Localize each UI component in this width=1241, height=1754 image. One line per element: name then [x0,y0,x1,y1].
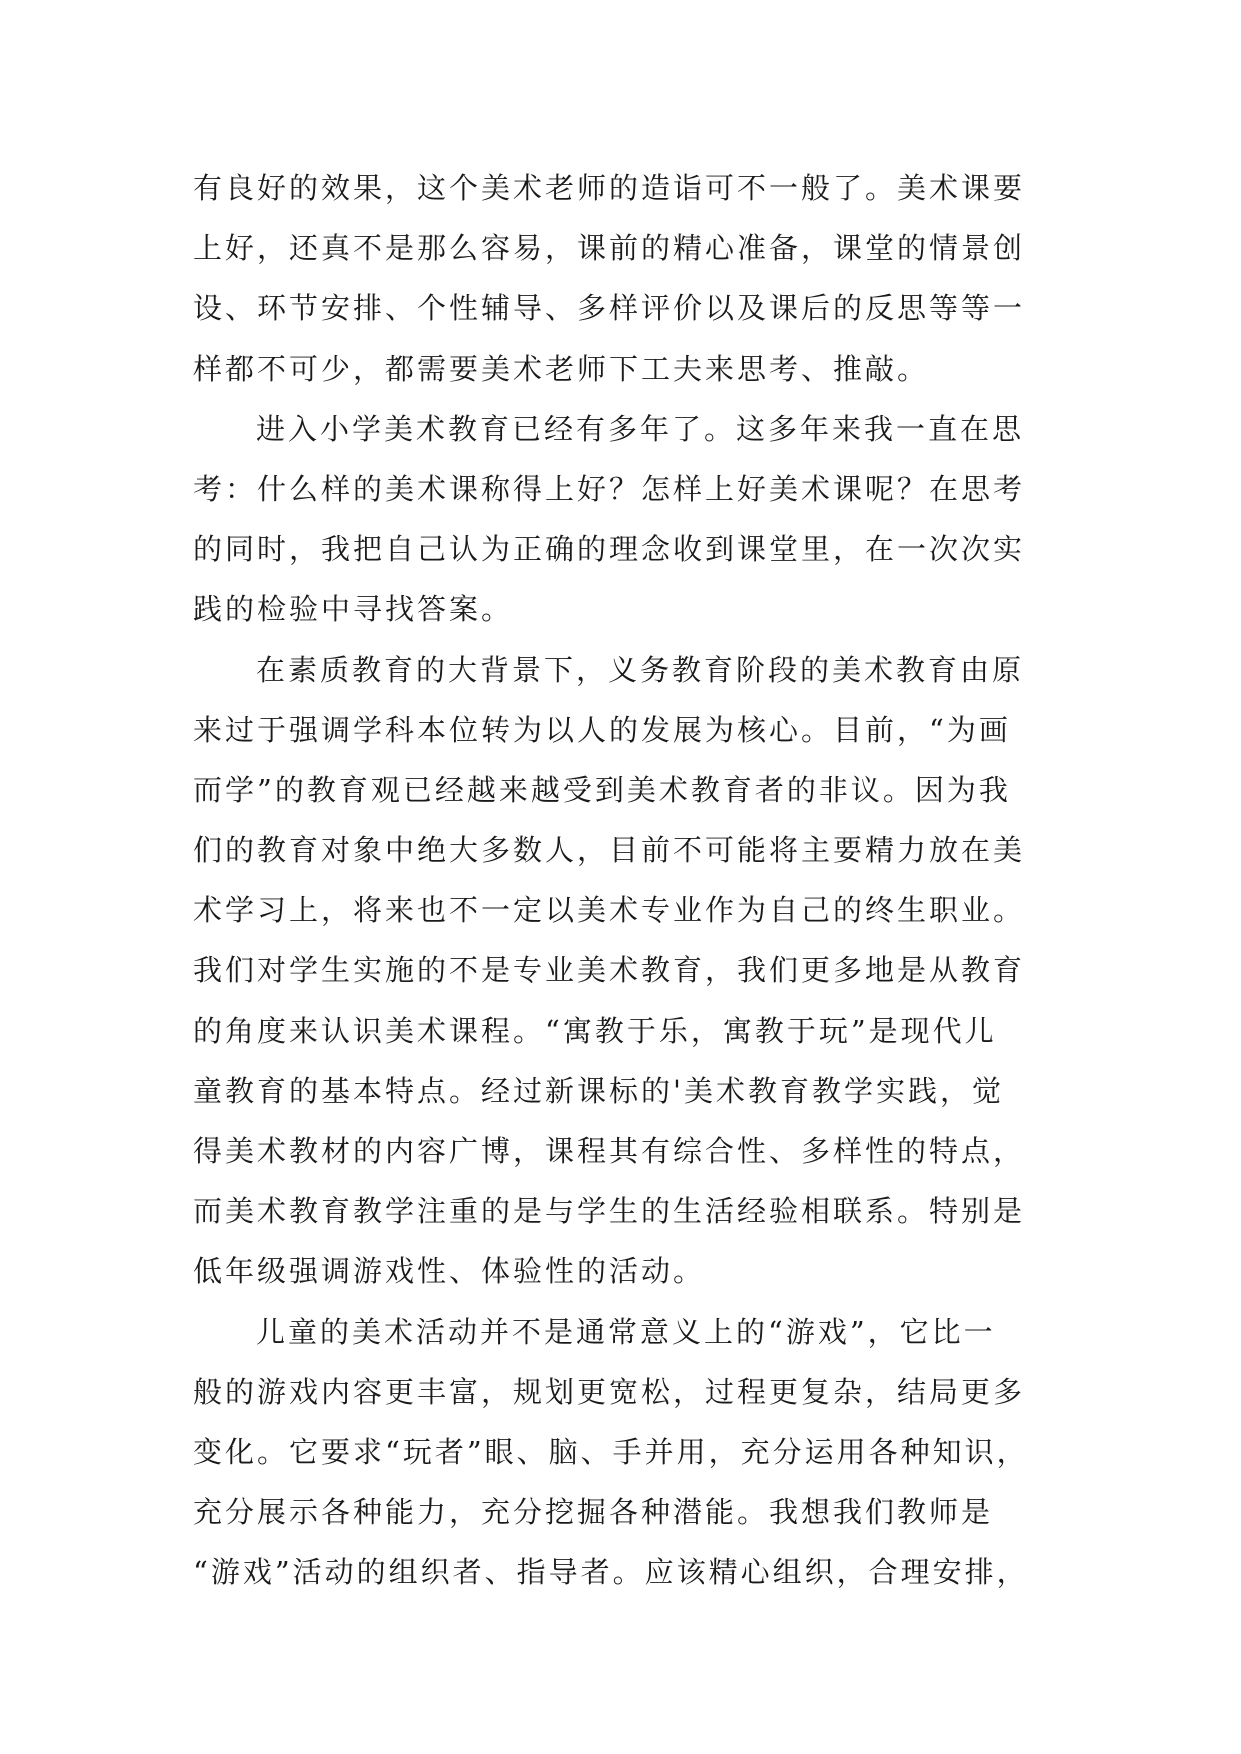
text-line: 们的教育对象中绝大多数人，目前不可能将主要精力放在美 [193,833,1026,868]
text-line: 充分展示各种能力，充分挖掘各种潜能。我想我们教师是 [193,1495,994,1530]
text-line: 来过于强调学科本位转为以人的发展为核心。目前，“为画 [193,712,1011,747]
text-line: 样都不可少，都需要美术老师下工夫来思考、推敲。 [193,351,930,386]
text-line: 设、环节安排、个性辅导、多样评价以及课后的反思等等一 [193,291,1026,326]
text-line: 般的游戏内容更丰富，规划更宽松，过程更复杂，结局更多 [193,1374,1026,1409]
text-line: 上好，还真不是那么容易，课前的精心准备，课堂的情景创 [193,231,1026,266]
text-line: “游戏”活动的组织者、指导者。应该精心组织，合理安排， [193,1555,1029,1590]
text-line: 术学习上，将来也不一定以美术专业作为自己的终生职业。 [193,893,1026,928]
text-line: 的角度来认识美术课程。“寓教于乐，寓教于玩”是现代儿 [193,1013,997,1048]
text-line: 得美术教材的内容广博，课程其有综合性、多样性的特点， [193,1134,1026,1168]
text-line: 童教育的基本特点。经过新课标的'美术教育教学实践，觉 [193,1073,1004,1108]
text-line: 考：什么样的美术课称得上好？怎样上好美术课呢？在思考 [193,471,1026,506]
text-line: 的同时，我把自己认为正确的理念收到课堂里，在一次次实 [193,532,1026,567]
paragraph-first-line: 在素质教育的大背景下，义务教育阶段的美术教育由原 [256,652,1025,687]
text-line: 变化。它要求“玩者”眼、脑、手并用，充分运用各种知识， [193,1434,1029,1469]
text-line: 我们对学生实施的不是专业美术教育，我们更多地是从教育 [193,953,1026,988]
text-line: 低年级强调游戏性、体验性的活动。 [193,1254,706,1289]
text-line: 践的检验中寻找答案。 [193,592,514,627]
text-line: 而学”的教育观已经越来越受到美术教育者的非议。因为我 [193,772,1011,807]
paragraph-first-line: 进入小学美术教育已经有多年了。这多年来我一直在思 [256,411,1025,446]
text-line: 而美术教育教学注重的是与学生的生活经验相联系。特别是 [193,1194,1026,1229]
text-line: 有良好的效果，这个美术老师的造诣可不一般了。美术课要 [193,171,1026,205]
body-text [193,158,1073,1603]
paragraph-first-line: 儿童的美术活动并不是通常意义上的“游戏”，它比一 [256,1314,996,1349]
